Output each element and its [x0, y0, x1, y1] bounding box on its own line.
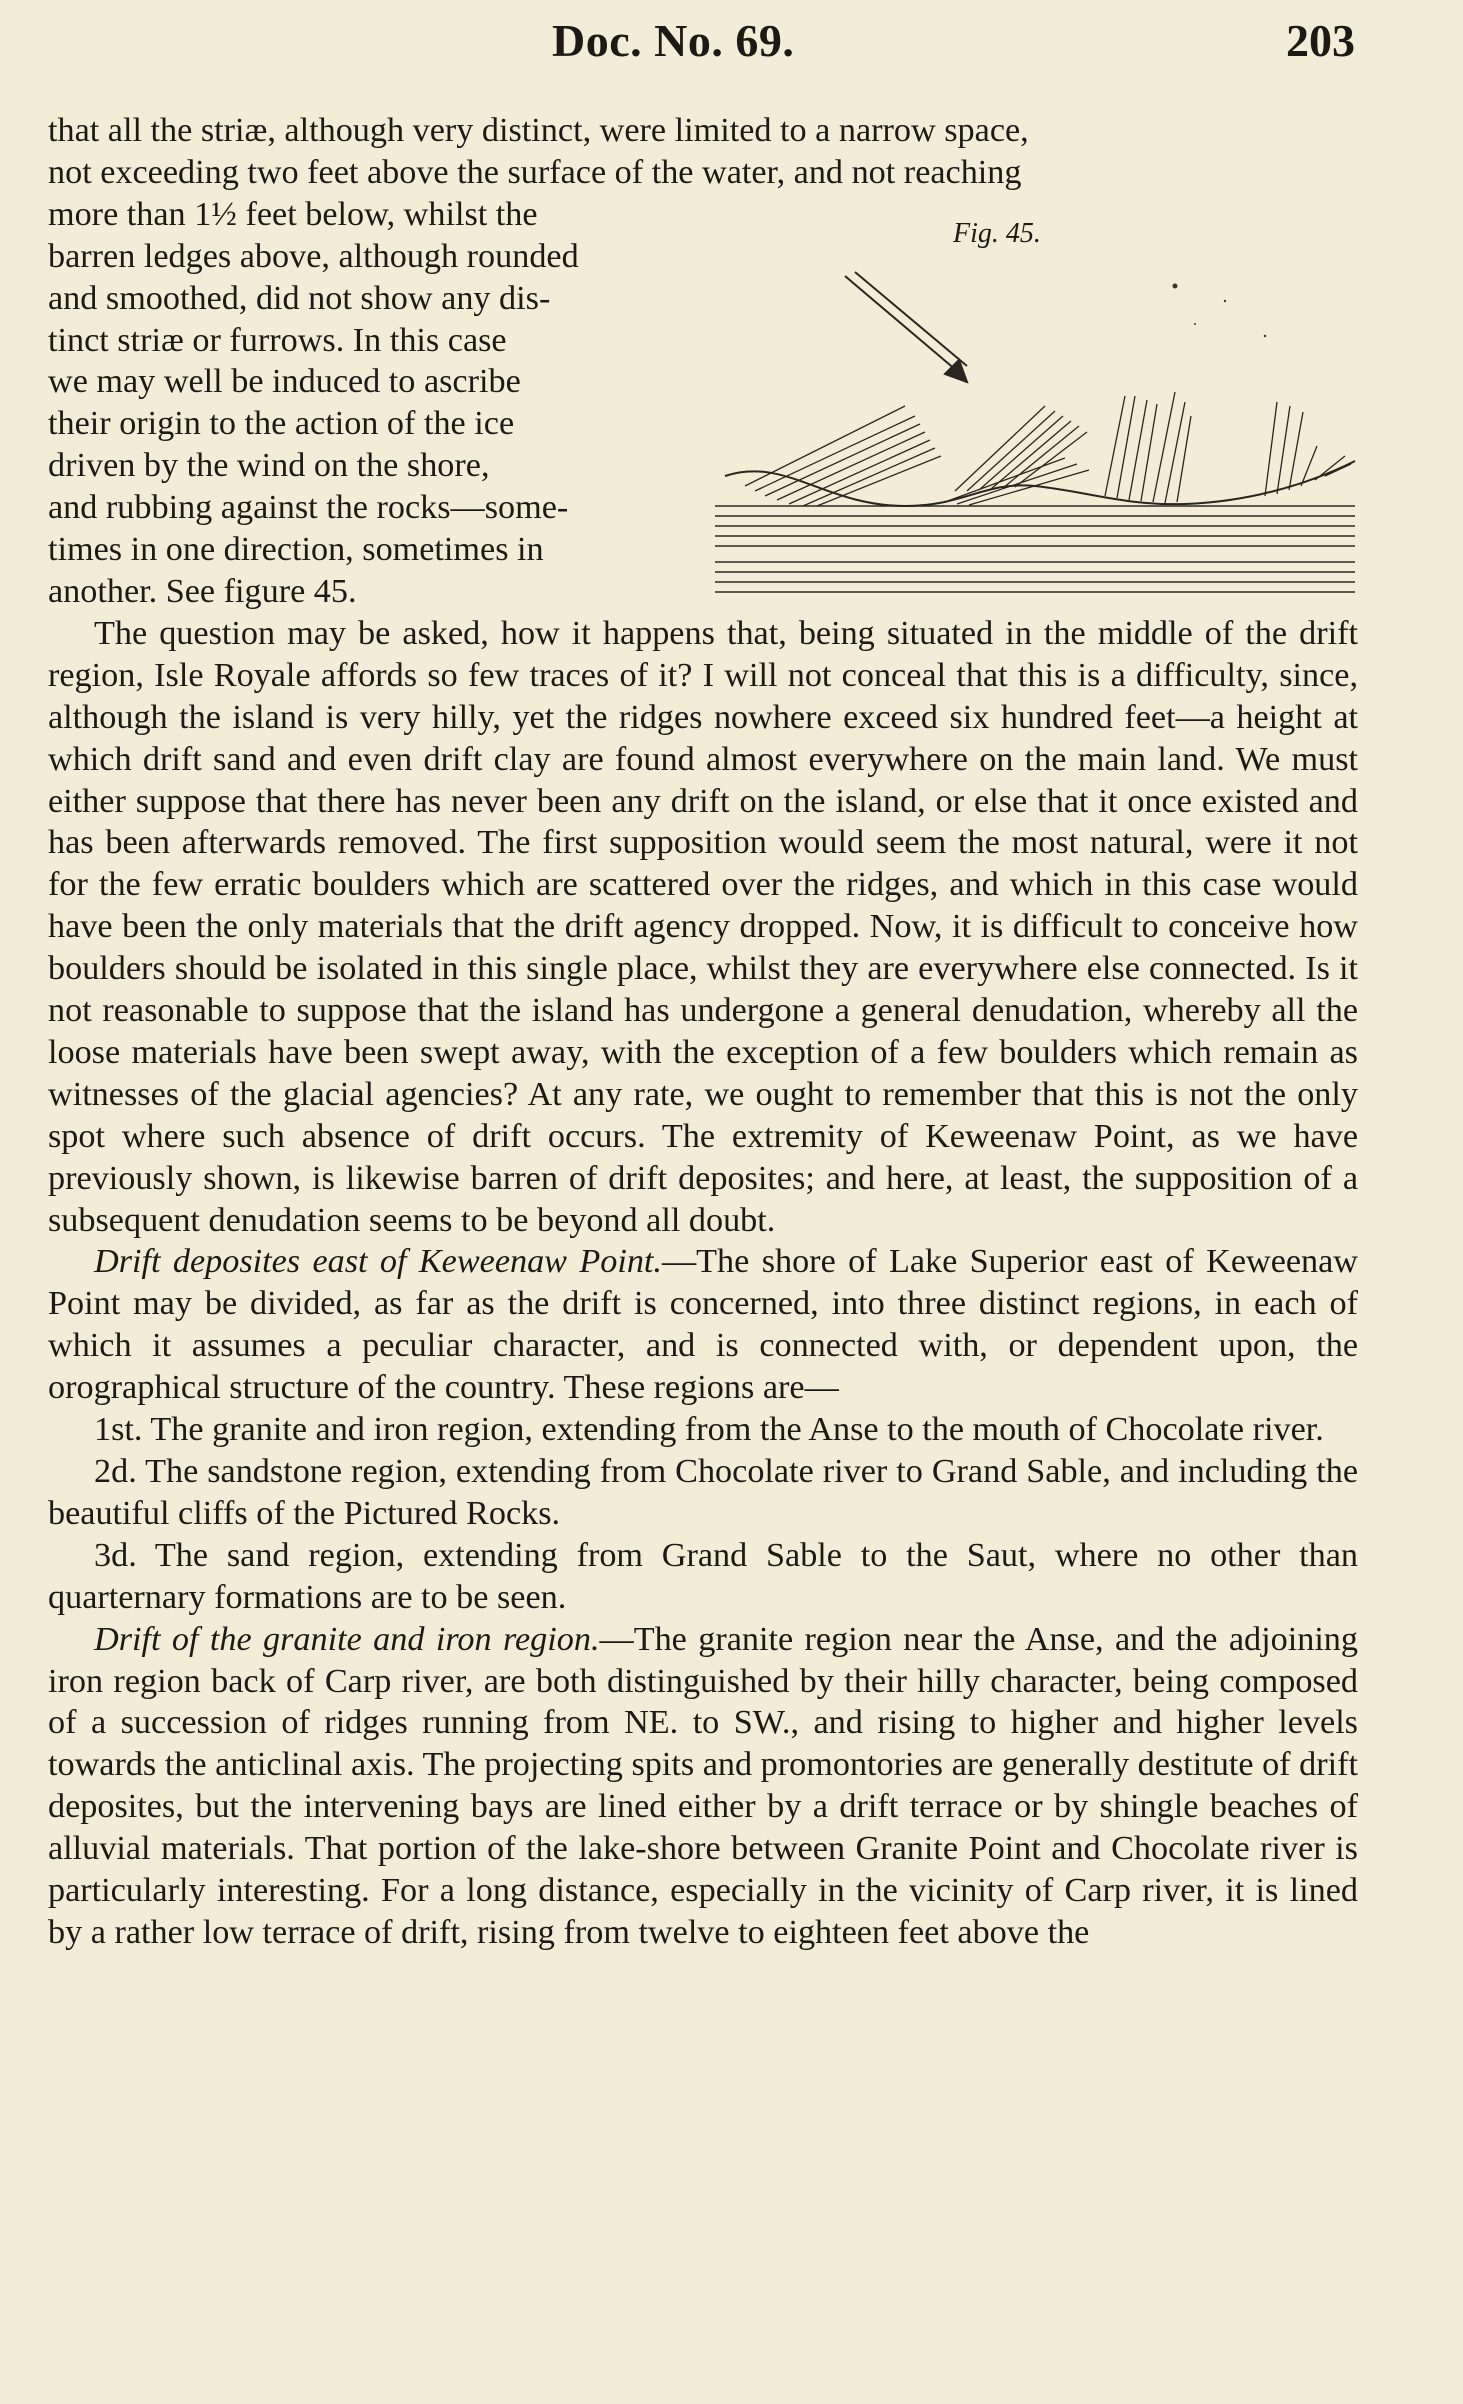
- p1-wrap-5: we may well be induced to ascribe: [48, 363, 521, 401]
- p1-wrap-8: and rubbing against the rocks—some-: [48, 489, 569, 527]
- list-item-3: 3d. The sand region, extending from Grand Sable to the Saut, where no other than quarternary formations are to be seen.: [48, 1536, 1358, 1616]
- text-granite-iron: —The granite region near the Anse, and the adjoining iron region back of Carp river, are both distinguished by their hilly character, being composed of a succession of ridges running from NE. to SW., and rising to higher and higher levels towards the anticlinal axis. The projecting spits and promontories are generally destitute of drift deposites, but the intervening bays are lined either by a drift terrace or by shingle beaches of alluvial materials. That portion of the lake-shore between Granite Point and Chocolate river is particularly interesting. For a long distance, especially in the vicinity of Carp river, it is lined by a rather low terrace of drift, rising from twelve to eighteen feet above the: [48, 1620, 1358, 1951]
- p1-wrap-4: tinct striæ or furrows. In this case: [48, 321, 507, 359]
- list-item-1: 1st. The granite and iron region, extending from the Anse to the mouth of Chocolate river.: [94, 1411, 1324, 1449]
- p1-line-1: that all the striæ, although very distinct, were limited to a narrow space,: [48, 112, 1029, 149]
- paragraph-drift-east: [48, 1241, 1358, 1409]
- p1-wrap-10: another. See figure 45.: [48, 572, 357, 610]
- heading-granite-iron: Drift of the granite and iron region.: [94, 1620, 600, 1658]
- list-item-2: 2d. The sandstone region, extending from Chocolate river to Grand Sable, and including the beautiful cliffs of the Pictured Rocks.: [48, 1453, 1358, 1532]
- paragraph-isle-royale: The question may be asked, how it happens that, being situated in the middle of the drift region, Isle Royale affords so few traces of it? I will not conceal that this is a difficulty, since, although the island is very hilly, yet the ridges nowhere exceed six hundred feet—a height at which drift sand and even drift clay are found almost everywhere on the main land. We must either suppose that there has never been any drift on the island, or else that it once existed and has been afterwards removed. The first supposition would seem the most natural, were it not for the few erratic boulders which are scattered over the ridges, and which in this case would have been the only materials that the drift agency dropped. Now, it is difficult to conceive how boulders should be isolated in this single place, whilst they are everywhere else connected. Is it not reasonable to suppose that the island has undergone a general denudation, whereby all the loose materials have been swept away, with the exception of a few boulders which remain as witnesses of the glacial agencies? At any rate, we ought to remember that this is not the only spot where such absence of drift occurs. The extremity of Keweenaw Point, as we have previously shown, is likewise barren of drift deposites; and here, at least, the supposition of a subsequent denudation seems to be beyond all doubt.: [48, 614, 1358, 1239]
- page-number: 203: [1286, 15, 1355, 66]
- document-number: Doc. No. 69.: [552, 15, 795, 66]
- figure-caption: Fig. 45.: [953, 218, 1041, 249]
- p1-wrap-6: their origin to the action of the ice: [48, 405, 515, 443]
- p1-wrap-9: times in one direction, sometimes in: [48, 531, 544, 569]
- p1-wrap-1: more than 1½ feet below, whilst the: [48, 195, 538, 233]
- body-text: [48, 110, 1358, 1954]
- p1-wrap-3: and smoothed, did not show any dis-: [48, 279, 551, 317]
- page-header: [0, 14, 1463, 74]
- p1-wrap-2: barren ledges above, although rounded: [48, 237, 579, 275]
- heading-drift-east: Drift deposites east of Keweenaw Point.: [94, 1243, 662, 1281]
- paragraph-granite-iron: [48, 1619, 1358, 1954]
- p1-wrap-7: driven by the wind on the shore,: [48, 447, 490, 485]
- p1-line-2: not exceeding two feet above the surface of the water, and not reaching: [48, 153, 1022, 191]
- text-drift-east: —The shore of Lake Superior east of Keweenaw Point may be divided, as far as the drift is concerned, into three distinct regions, in each of which it assumes a peculiar character, and is connected with, or dependent upon, the orographical structure of the country. These regions are—: [48, 1243, 1358, 1407]
